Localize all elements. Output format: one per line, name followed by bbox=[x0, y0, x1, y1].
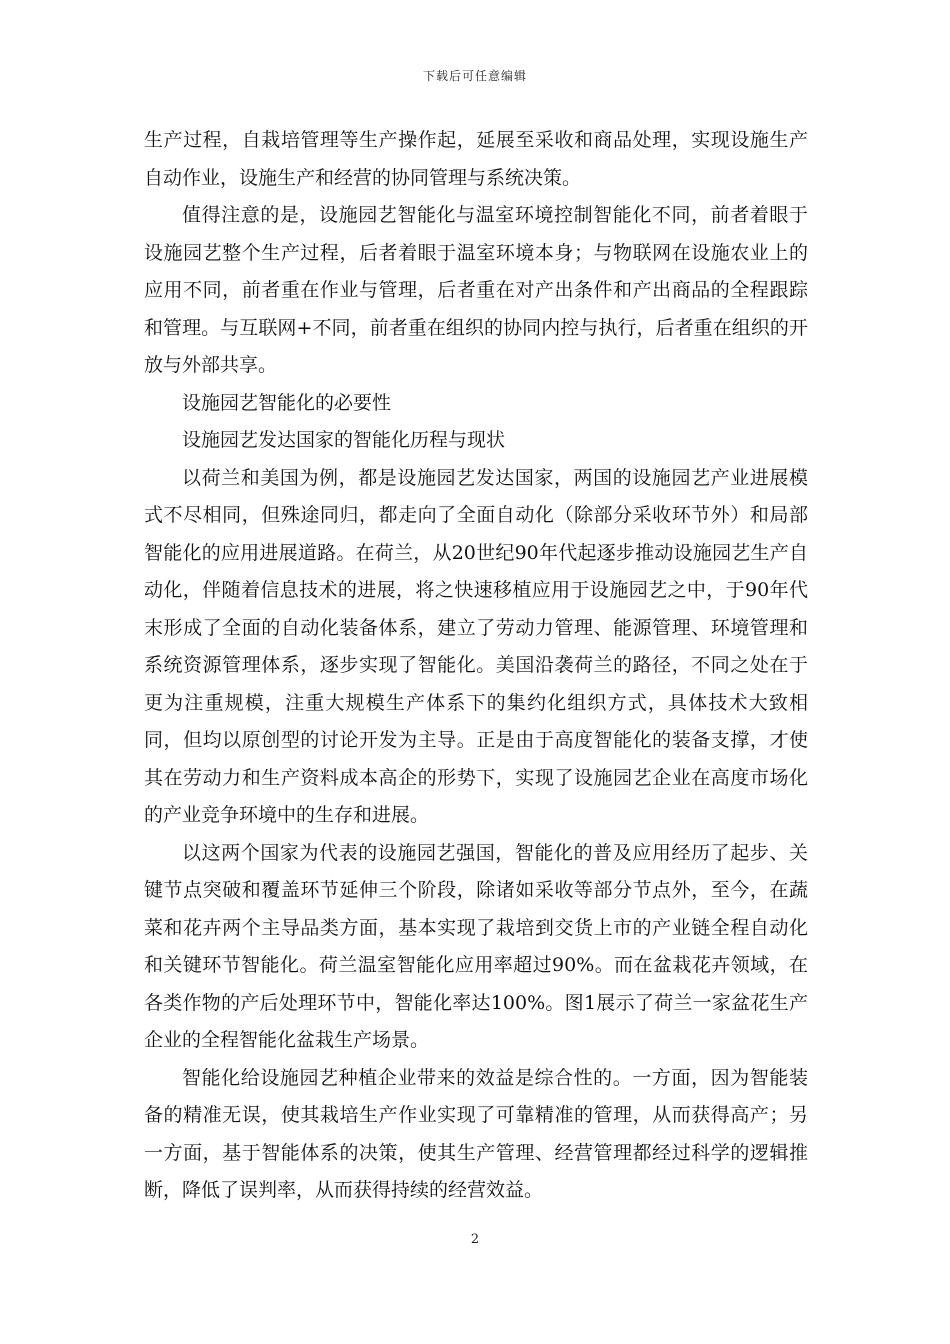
paragraph: 智能化给设施园艺种植企业带来的效益是综合性的。一方面，因为智能装备的精准无误，使其栽培生产作业实现了可靠精准的管理，从而获得高产；另一方面，基于智能体系的决策，使其生产管理、经营管理都经过科学的逻辑推断，降低了误判率，从而获得持续的经营效益。 bbox=[144, 1066, 808, 1201]
paragraph-continued: 生产过程，自栽培管理等生产操作起，延展至采收和商品处理，实现设施生产自动作业，设施生产和经营的协同管理与系统决策。 bbox=[144, 129, 808, 189]
page-header: 下载后可任意编辑 bbox=[422, 69, 527, 83]
document-body bbox=[144, 122, 808, 1210]
section-heading: 设施园艺智能化的必要性 bbox=[182, 391, 392, 414]
paragraph: 值得注意的是，设施园艺智能化与温室环境控制智能化不同，前者着眼于设施园艺整个生产过程，后者着眼于温室环境本身；与物联网在设施农业上的应用不同，前者重在作业与管理，后者重在对产出条件和产出商品的全程跟踪和管理。与互联网+不同，前者重在组织的协同内控与执行，后者重在组织的开放与外部共享。 bbox=[144, 204, 808, 376]
page-number: 2 bbox=[470, 1232, 480, 1247]
paragraph: 以荷兰和美国为例，都是设施园艺发达国家，两国的设施园艺产业进展模式不尽相同，但殊途同归，都走向了全面自动化（除部分采收环节外）和局部智能化的应用进展道路。在荷兰，从20世纪90年代起逐步推动设施园艺生产自动化，伴随着信息技术的进展，将之快速移植应用于设施园艺之中，于90年代末形成了全面的自动化装备体系，建立了劳动力管理、能源管理、环境管理和系统资源管理体系，逐步实现了智能化。美国沿袭荷兰的路径，不同之处在于更为注重规模，注重大规模生产体系下的集约化组织方式，具体技术大致相同，但均以原创型的讨论开发为主导。正是由于高度智能化的装备支撑，才使其在劳动力和生产资料成本高企的形势下，实现了设施园艺企业在高度市场化的产业竞争环境中的生存和进展。 bbox=[144, 466, 808, 826]
paragraph: 以这两个国家为代表的设施园艺强国，智能化的普及应用经历了起步、关键节点突破和覆盖环节延伸三个阶段，除诸如采收等部分节点外，至今，在蔬菜和花卉两个主导品类方面，基本实现了栽培到交货上市的产业链全程自动化和关键环节智能化。荷兰温室智能化应用率超过90%。而在盆栽花卉领域，在各类作物的产后处理环节中，智能化率达100%。图1展示了荷兰一家盆花生产企业的全程智能化盆栽生产场景。 bbox=[144, 841, 808, 1051]
subsection-heading: 设施园艺发达国家的智能化历程与现状 bbox=[182, 429, 506, 451]
